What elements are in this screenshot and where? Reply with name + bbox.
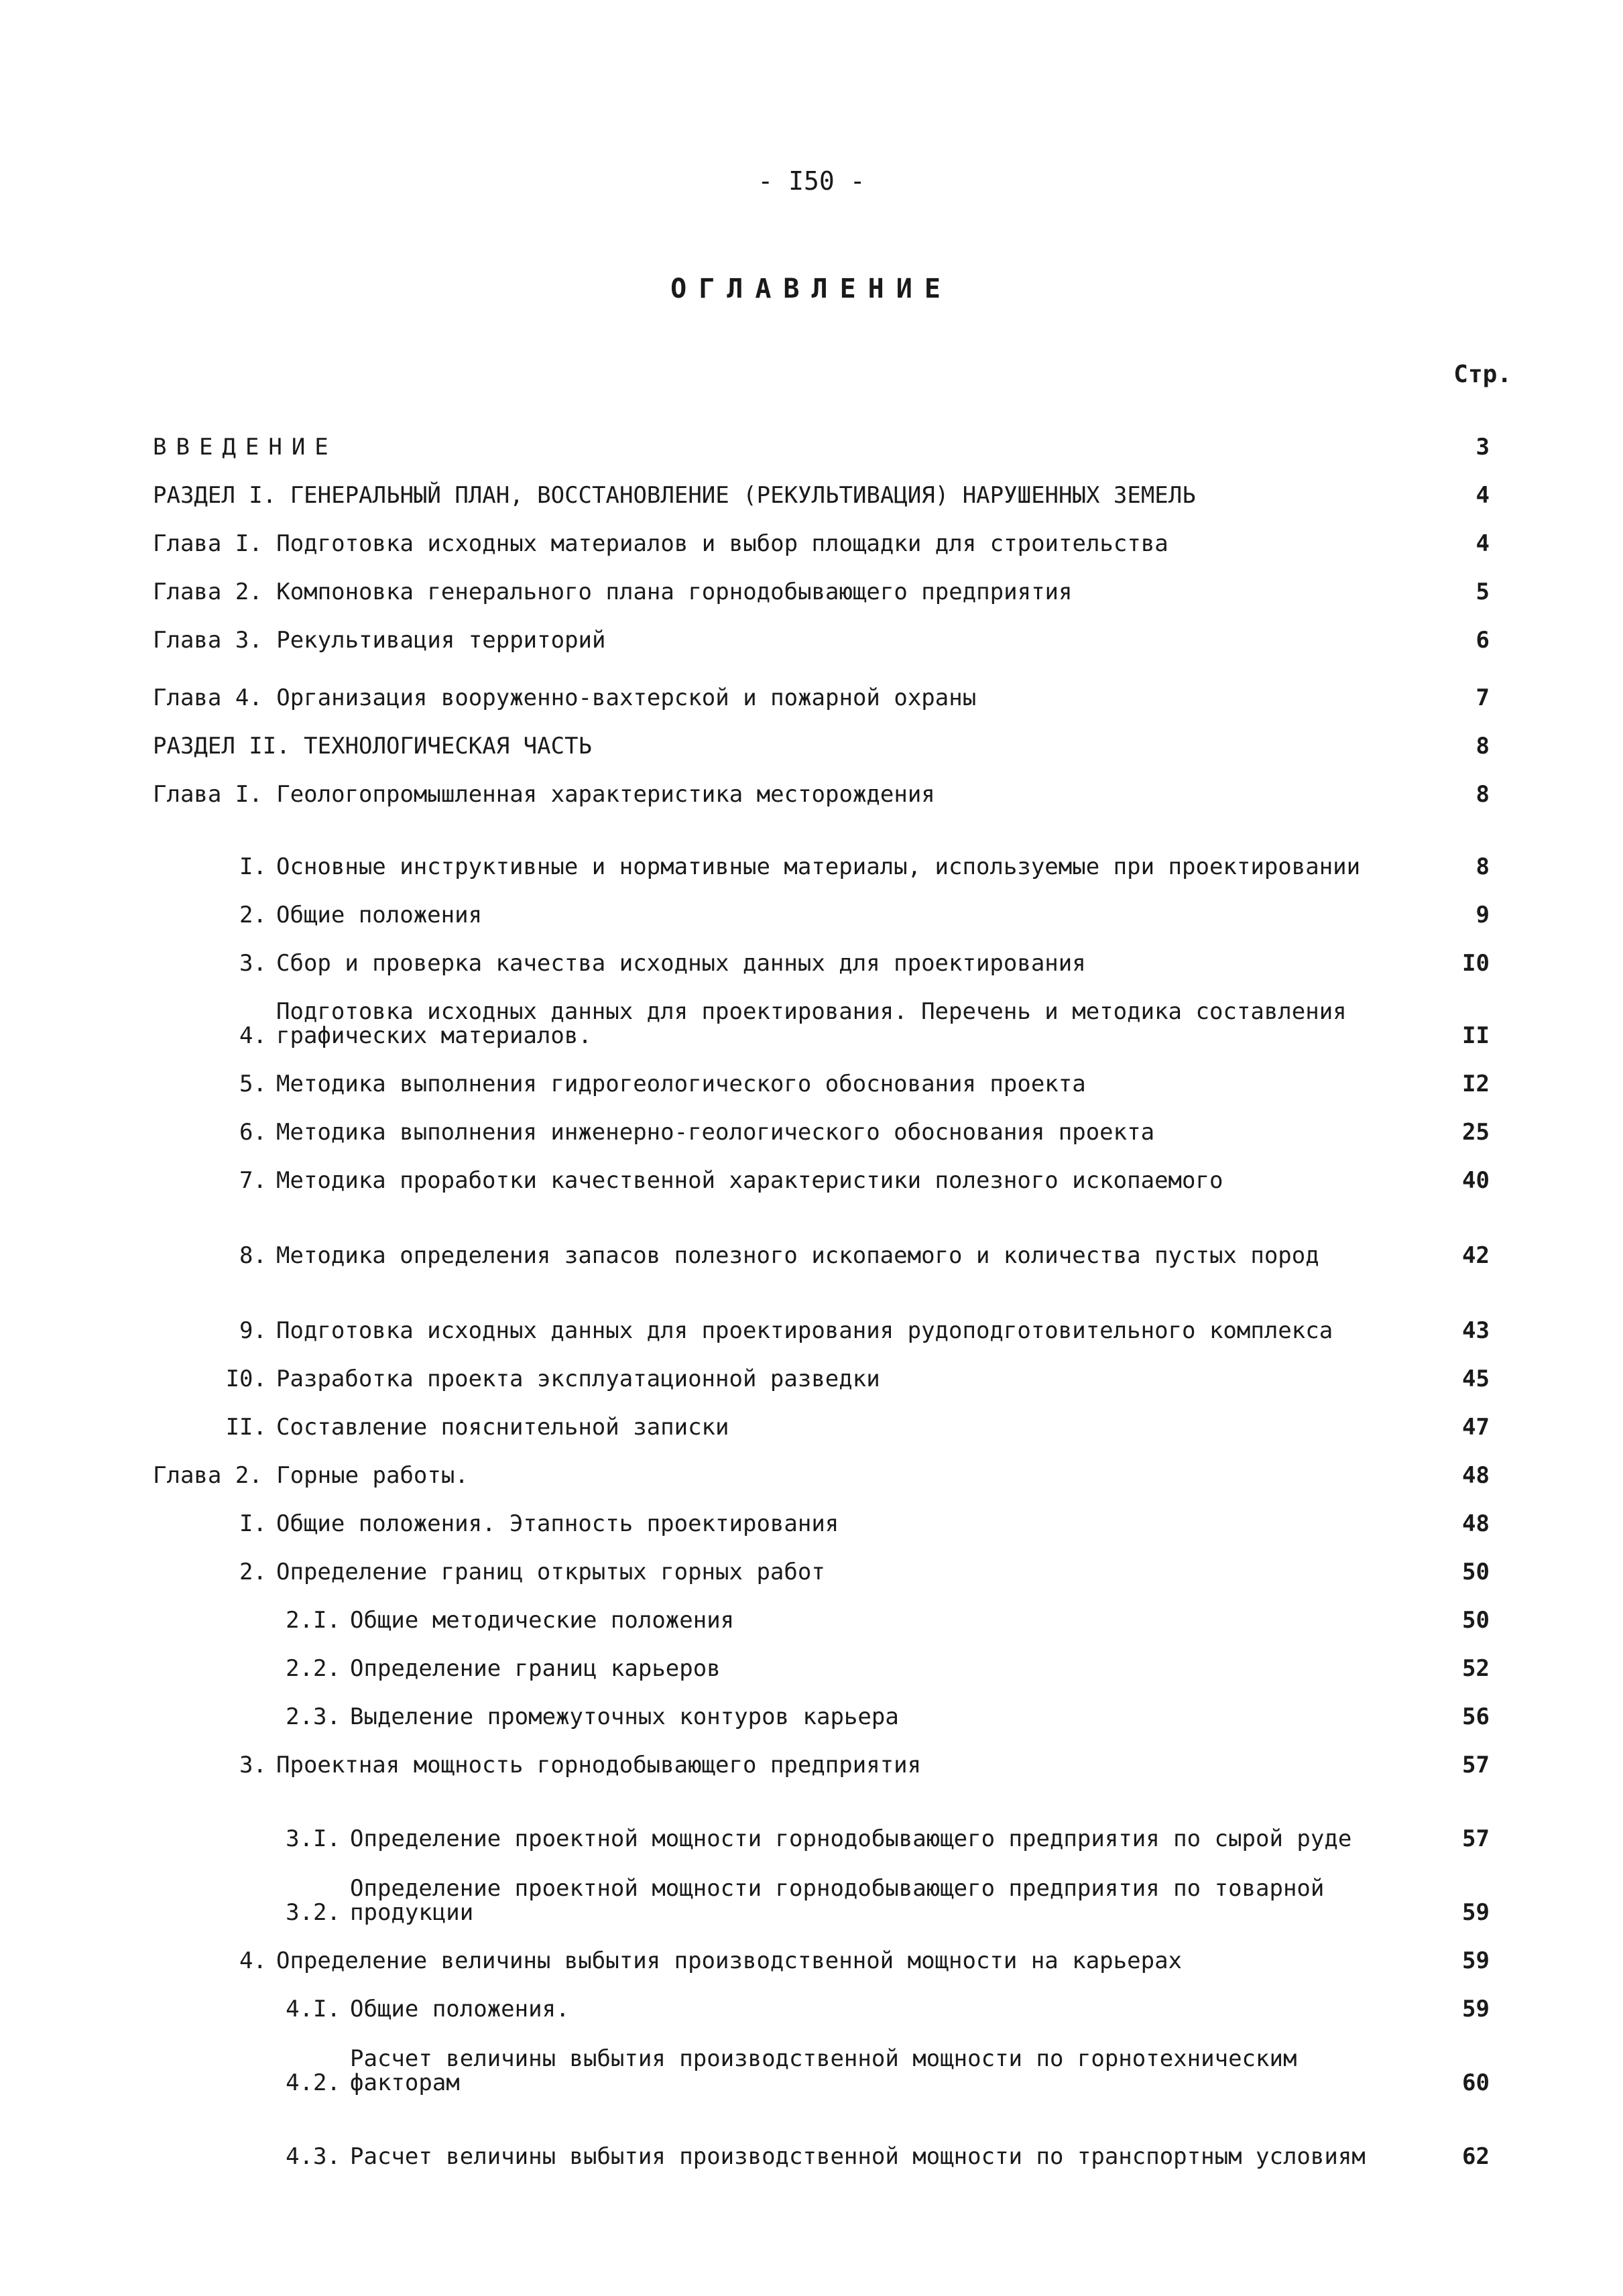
toc-entry-chapter — [153, 1439, 1494, 1488]
toc-entry-text: Методика выполнения инженерно-геологического обоснования проекта — [276, 1119, 1155, 1146]
toc-entry-number: I. — [239, 1510, 267, 1537]
toc-entry-text: Глава 3. Рекультивация территорий — [153, 627, 606, 654]
toc-entry-page: 50 — [1462, 1607, 1490, 1634]
toc-entry-item — [153, 1391, 1494, 1439]
toc-entry-number: 3.I. — [286, 1825, 341, 1852]
toc-entry-page: 56 — [1462, 1703, 1490, 1730]
toc-entry-page: 48 — [1462, 1462, 1490, 1489]
toc-entry-text: Общие положения. — [350, 1996, 570, 2022]
toc-entry-page: 59 — [1462, 1899, 1490, 1926]
toc-entry-text: Глава 2. Компоновка генерального плана горнодобывающего предприятия — [153, 579, 1073, 605]
toc-entry-text: ВВЕДЕНИЕ — [153, 434, 338, 461]
toc-entry-page: 42 — [1462, 1242, 1490, 1269]
toc-entry-page: 57 — [1462, 1752, 1490, 1778]
toc-entry-number: 4.3. — [286, 2143, 341, 2170]
toc-entry-number: 4.2. — [286, 2069, 341, 2096]
toc-entry-number: 4. — [239, 1022, 267, 1049]
toc-entry-item — [153, 1488, 1494, 1536]
toc-entry-item — [153, 879, 1494, 927]
toc-entry-number: 5. — [239, 1071, 267, 1097]
toc-entry-item — [153, 1343, 1494, 1391]
toc-entry-section-2 — [153, 710, 1494, 758]
toc-entry-page: 59 — [1462, 1996, 1490, 2022]
toc-entry-text: РАЗДЕЛ I. ГЕНЕРАЛЬНЫЙ ПЛАН, ВОССТАНОВЛЕНИЕ (РЕКУЛЬТИВАЦИЯ) НАРУШЕННЫХ ЗЕМЕЛЬ — [153, 482, 1196, 509]
toc-entry-page: I0 — [1462, 950, 1490, 977]
toc-entry-text: Общие положения. Этапность проектирования — [276, 1510, 839, 1537]
toc-entry-text: Сбор и проверка качества исходных данных для проектирования — [276, 950, 1086, 977]
toc-entry-text: Определение границ открытых горных работ — [276, 1559, 825, 1585]
toc-entry-page: 5 — [1476, 579, 1490, 605]
toc-entry-item — [153, 1925, 1494, 1973]
toc-entry-chapter — [153, 507, 1494, 556]
toc-entry-number: 2.I. — [286, 1607, 341, 1634]
toc-entry-text: Определение проектной мощности горнодобывающего предприятия по сырой руде — [350, 1825, 1352, 1852]
toc-entry-page: 8 — [1476, 733, 1490, 760]
toc-entry-introduction — [153, 412, 1494, 459]
toc-entry-item — [153, 1096, 1494, 1144]
toc-entry-page: 3 — [1476, 434, 1490, 461]
toc-entry-number: 2. — [239, 902, 267, 928]
toc-entry-subitem — [153, 1632, 1494, 1681]
toc-entry-subitem — [153, 2095, 1494, 2169]
toc-entry-page: 4 — [1476, 482, 1490, 509]
toc-entry-number: 4.I. — [286, 1996, 341, 2022]
toc-entry-chapter — [153, 652, 1494, 710]
toc-entry-page: 25 — [1462, 1119, 1490, 1146]
toc-entry-subitem — [153, 2021, 1494, 2095]
toc-entry-text: Глава 4. Организация вооруженно-вахтерской и пожарной охраны — [153, 684, 977, 711]
toc-entry-text: Определение проектной мощности горнодобывающего предприятия по товарной продукции — [350, 1875, 1325, 1926]
toc-entry-chapter — [153, 556, 1494, 604]
toc-entry-text: Подготовка исходных данных для проектирования рудоподготовительного комплекса — [276, 1317, 1333, 1344]
toc-entry-item — [153, 927, 1494, 975]
toc-entry-text: Методика определения запасов полезного ископаемого и количества пустых пород — [276, 1242, 1319, 1269]
toc-entry-number: 3. — [239, 1752, 267, 1778]
toc-entry-number: I. — [239, 853, 267, 880]
toc-entry-subitem — [153, 1777, 1494, 1851]
toc-entry-text: Глава I. Подготовка исходных материалов и выбор площадки для строительства — [153, 530, 1168, 557]
toc-entry-section-1 — [153, 459, 1494, 507]
toc-entry-number: 8. — [239, 1242, 267, 1269]
toc-entry-item — [153, 1268, 1494, 1343]
toc-entry-page: 52 — [1462, 1655, 1490, 1682]
page-number: - I50 - — [758, 166, 865, 196]
toc-entry-page: 60 — [1462, 2069, 1490, 2096]
toc-entry-text: Методика выполнения гидрогеологического обоснования проекта — [276, 1071, 1086, 1097]
toc-entry-page: 62 — [1462, 2143, 1490, 2170]
toc-entry-text: Проектная мощность горнодобывающего предприятия — [276, 1752, 922, 1778]
toc-entry-page: 9 — [1476, 902, 1490, 928]
toc-entry-item — [153, 1536, 1494, 1584]
toc-entry-page: 47 — [1462, 1414, 1490, 1441]
toc-entry-number: 3.2. — [286, 1899, 341, 1926]
toc-entry-subitem — [153, 1681, 1494, 1729]
toc-entry-subitem — [153, 1584, 1494, 1632]
toc-entry-text: Выделение промежуточных контуров карьера — [350, 1703, 899, 1730]
toc-entry-subitem — [153, 1851, 1494, 1925]
toc-entry-number: 9. — [239, 1317, 267, 1344]
toc-entry-number: I0. — [225, 1366, 267, 1392]
toc-entry-text: Определение величины выбытия производственной мощности на карьерах — [276, 1947, 1183, 1974]
toc-entry-page: 8 — [1476, 853, 1490, 880]
toc-entry-text: Общие положения — [276, 902, 483, 928]
toc-entry-subitem — [153, 1973, 1494, 2021]
toc-entry-page: 6 — [1476, 627, 1490, 654]
toc-entry-page: 50 — [1462, 1559, 1490, 1585]
toc-entry-text: РАЗДЕЛ II. ТЕХНОЛОГИЧЕСКАЯ ЧАСТЬ — [153, 733, 593, 760]
toc-entry-text: Общие методические положения — [350, 1607, 735, 1634]
toc-entry-number: 2.3. — [286, 1703, 341, 1730]
toc-entry-text: Составление пояснительной записки — [276, 1414, 729, 1441]
page-column-header: Стр. — [1453, 361, 1512, 388]
toc-entry-number: 2. — [239, 1559, 267, 1585]
toc-entry-chapter — [153, 604, 1494, 652]
toc-entry-text: Методика проработки качественной характеристики полезного ископаемого — [276, 1167, 1223, 1194]
toc-entry-text: Определение границ карьеров — [350, 1655, 721, 1682]
toc-entry-text: Расчет величины выбытия производственной мощности по горнотехническим факторам — [350, 2045, 1297, 2096]
table-of-contents — [153, 412, 1494, 2169]
toc-entry-item — [153, 1144, 1494, 1193]
doc-title: ОГЛАВЛЕНИЕ — [670, 274, 953, 304]
toc-entry-number: 4. — [239, 1947, 267, 1974]
toc-entry-page: 8 — [1476, 781, 1490, 808]
toc-entry-text: Расчет величины выбытия производственной мощности по транспортным условиям — [350, 2143, 1366, 2170]
toc-entry-number: 7. — [239, 1167, 267, 1194]
toc-entry-text: Глава 2. Горные работы. — [153, 1462, 469, 1489]
toc-entry-chapter — [153, 758, 1494, 806]
toc-entry-text: Основные инструктивные и нормативные материалы, используемые при проектировании — [276, 853, 1361, 880]
toc-entry-page: 57 — [1462, 1825, 1490, 1852]
toc-entry-page: II — [1462, 1022, 1490, 1049]
toc-entry-number: 2.2. — [286, 1655, 341, 1682]
toc-entry-page: 48 — [1462, 1510, 1490, 1537]
toc-entry-page: 40 — [1462, 1167, 1490, 1194]
toc-entry-item — [153, 975, 1494, 1048]
toc-entry-item — [153, 1729, 1494, 1777]
toc-entry-number: II. — [225, 1414, 267, 1441]
toc-entry-item — [153, 1048, 1494, 1096]
toc-entry-text: Подготовка исходных данных для проектирования. Перечень и методика составления графических материалов. — [276, 998, 1347, 1049]
toc-entry-page: 43 — [1462, 1317, 1490, 1344]
toc-entry-page: 59 — [1462, 1947, 1490, 1974]
toc-entry-text: Разработка проекта эксплуатационной разведки — [276, 1366, 880, 1392]
toc-entry-number: 6. — [239, 1119, 267, 1146]
toc-entry-number: 3. — [239, 950, 267, 977]
toc-entry-page: 7 — [1476, 684, 1490, 711]
toc-entry-text: Глава I. Геологопромышленная характеристика месторождения — [153, 781, 935, 808]
toc-entry-page: 4 — [1476, 530, 1490, 557]
toc-entry-item — [153, 806, 1494, 879]
toc-entry-item — [153, 1193, 1494, 1268]
toc-entry-page: 45 — [1462, 1366, 1490, 1392]
toc-entry-page: I2 — [1462, 1071, 1490, 1097]
